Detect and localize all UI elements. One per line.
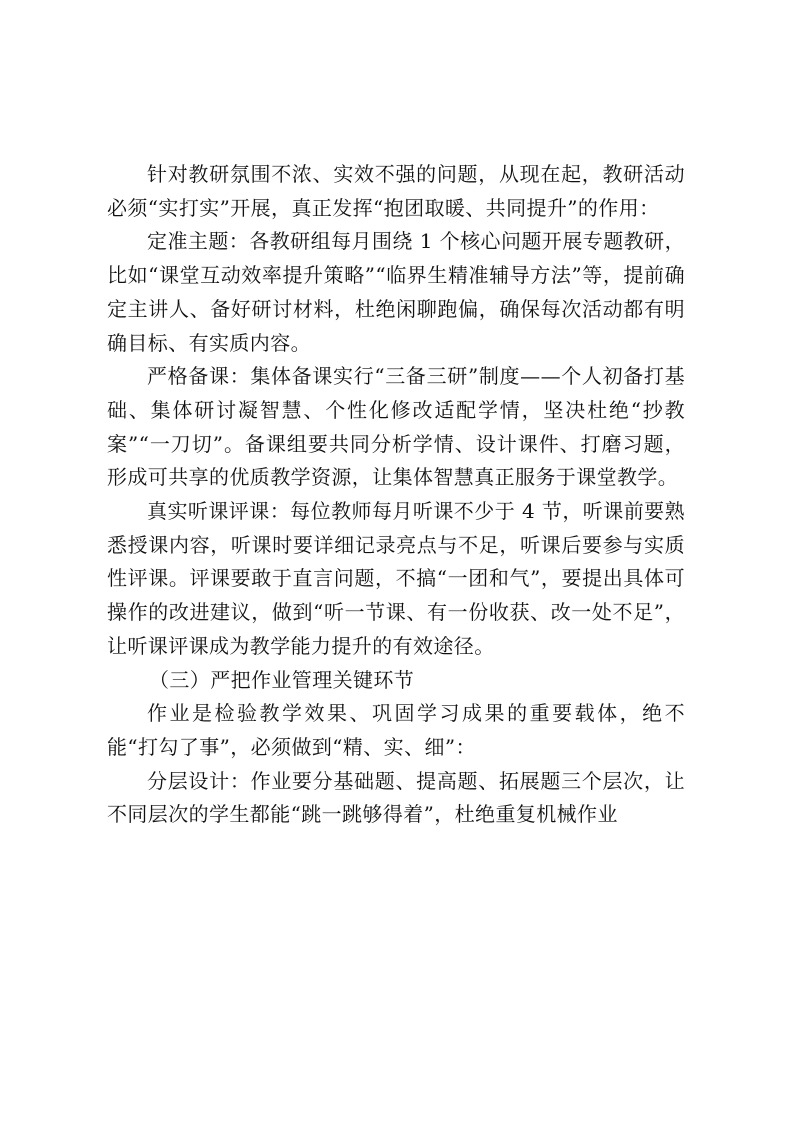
paragraph-lesson-prep: 严格备课：集体备课实行“三备三研”制度——个人初备打基础、集体研讨凝智慧、个性化修改适配学情，坚决杜绝“抄教案”“一刀切”。备课组要共同分析学情、设计课件、打磨习题，形成可共享的优质教学资源，让集体智慧真正服务于课堂教学。 (107, 364, 685, 490)
paragraph-teaching-research-intro: 针对教研氛围不浓、实效不强的问题，从现在起，教研活动必须“实打实”开展，真正发挥“抱团取暖、共同提升”的作用： (107, 162, 685, 220)
paragraph-homework-intro: 作业是检验教学效果、巩固学习成果的重要载体，绝不能“打勾了事”，必须做到“精、实、细”： (107, 701, 685, 759)
document-body (107, 158, 685, 832)
paragraph-tiered-design: 分层设计：作业要分基础题、提高题、拓展题三个层次，让不同层次的学生都能“跳一跳够得着”，杜绝重复机械作业 (107, 768, 685, 827)
section-heading-homework: （三）严把作业管理关键环节 (149, 667, 415, 692)
paragraph-set-topics: 定准主题：各教研组每月围绕 1 个核心问题开展专题教研，比如“课堂互动效率提升策略”“临界生精准辅导方法”等，提前确定主讲人、备好研讨材料，杜绝闲聊跑偏，确保每次活动都有明确目标、有实质内容。 (107, 229, 685, 355)
paragraph-lesson-observation: 真实听课评课：每位教师每月听课不少于 4 节，听课前要熟悉授课内容，听课时要详细记录亮点与不足，听课后要参与实质性评课。评课要敢于直言问题，不搞“一团和气”，要提出具体可操作的改进建议，做到“听一节课、有一份收获、改一处不足”，让听课评课成为教学能力提升的有效途径。 (107, 499, 685, 658)
